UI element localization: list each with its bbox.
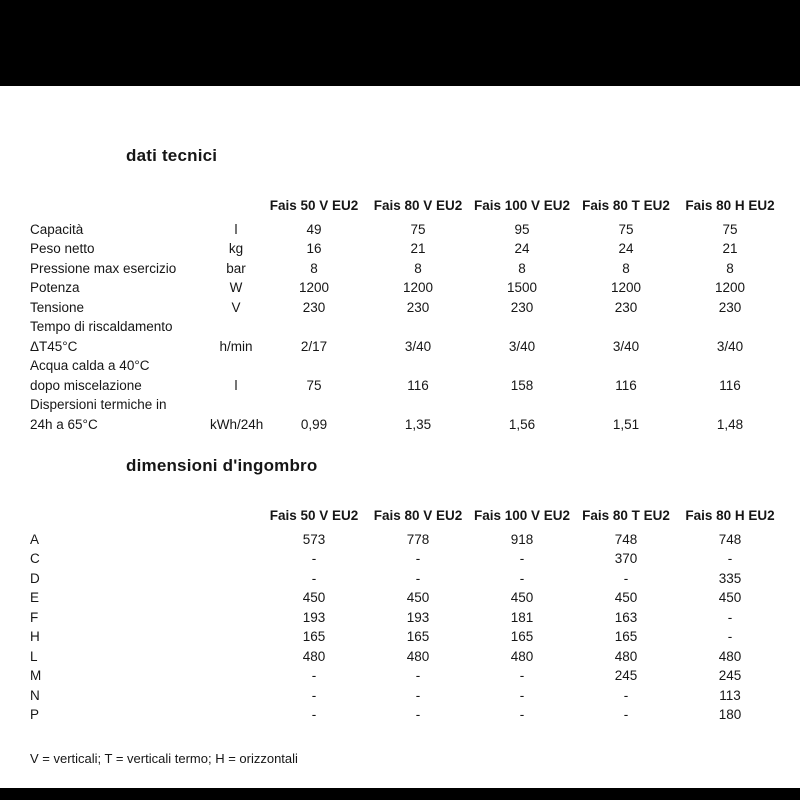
cell-value: 1,35 (404, 416, 432, 432)
cell-value: 1,56 (508, 416, 536, 432)
table-row (30, 220, 782, 240)
cell-value: 230 (510, 299, 534, 315)
cell-value: - (311, 570, 317, 586)
column-header: Fais 80 V EU2 (373, 198, 463, 213)
cell-value: 1200 (714, 280, 746, 295)
row-label (30, 356, 210, 395)
cell-value: - (415, 687, 421, 703)
row-label (30, 278, 210, 298)
cell-value: - (519, 551, 525, 566)
row-label (30, 647, 210, 667)
table-row (30, 666, 782, 686)
cell-value: 165 (510, 629, 534, 644)
row-label-line: C (30, 551, 40, 566)
cell-value: 230 (406, 299, 430, 315)
row-label-line: D (30, 570, 40, 586)
row-label-line: F (30, 609, 39, 625)
row-unit: V (231, 299, 241, 315)
legend-note: V = verticali; T = verticali termo; H = orizzontali (30, 751, 298, 766)
row-label-line: H (30, 629, 40, 644)
row-unit: l (234, 377, 238, 393)
cell-value: 1,51 (612, 416, 640, 432)
row-label (30, 220, 210, 240)
row-label (30, 530, 210, 550)
column-header: Fais 100 V EU2 (473, 508, 571, 523)
cell-value: 75 (410, 221, 426, 237)
table-row (30, 705, 782, 725)
row-unit: kWh/24h (210, 416, 264, 432)
cell-value: 748 (614, 531, 638, 547)
row-unit: l (234, 221, 238, 237)
table-row (30, 530, 782, 550)
cell-value: 8 (518, 260, 526, 276)
cell-value: - (727, 551, 733, 566)
cell-value: 1,48 (716, 416, 744, 432)
cell-value: 450 (718, 590, 742, 605)
column-header: Fais 80 H EU2 (685, 198, 775, 213)
datasheet-page (0, 86, 800, 788)
cell-value: 450 (406, 590, 430, 605)
cell-value: 3/40 (716, 338, 744, 354)
cell-value: 480 (614, 648, 638, 664)
technical-data-table (30, 196, 782, 434)
cell-value: 1200 (610, 280, 642, 295)
cell-value: 165 (406, 629, 430, 644)
row-label (30, 395, 210, 434)
row-unit: bar (226, 260, 246, 276)
cell-value: 1200 (402, 280, 434, 295)
table-row (30, 608, 782, 628)
top-letterbox-bar (0, 0, 800, 86)
cell-value: - (519, 668, 525, 683)
cell-value: 480 (406, 648, 430, 664)
table-row (30, 317, 782, 356)
row-label-line: Dispersioni termiche in (30, 397, 167, 412)
cell-value: 8 (310, 260, 318, 276)
table-row (30, 686, 782, 706)
cell-value: 1200 (298, 280, 330, 295)
row-label (30, 569, 210, 589)
cell-value: 370 (614, 551, 638, 566)
cell-value: 180 (718, 707, 742, 722)
cell-value: - (727, 609, 733, 625)
cell-value: 181 (510, 609, 534, 625)
cell-value: 748 (718, 531, 742, 547)
cell-value: - (415, 668, 421, 683)
cell-value: 75 (722, 221, 738, 237)
cell-value: 95 (514, 221, 530, 237)
cell-value: - (415, 570, 421, 586)
cell-value: 165 (302, 629, 326, 644)
row-label (30, 317, 210, 356)
row-label-line: Pressione max esercizio (30, 260, 177, 276)
cell-value: - (727, 629, 733, 644)
row-label (30, 259, 210, 279)
cell-value: 49 (306, 221, 322, 237)
cell-value: 480 (718, 648, 742, 664)
cell-value: 75 (306, 377, 322, 393)
cell-value: 16 (306, 241, 322, 256)
cell-value: - (519, 570, 525, 586)
row-label-line: M (30, 668, 42, 683)
tech-table-header (30, 196, 782, 216)
cell-value: 3/40 (508, 338, 536, 354)
column-header: Fais 50 V EU2 (269, 508, 359, 523)
cell-value: 24 (514, 241, 530, 256)
cell-value: - (415, 707, 421, 722)
cell-value: 450 (302, 590, 326, 605)
cell-value: - (311, 668, 317, 683)
row-label-line: Potenza (30, 280, 80, 295)
row-unit: h/min (219, 338, 253, 354)
cell-value: 335 (718, 570, 742, 586)
table-row (30, 239, 782, 259)
row-label-line: A (30, 531, 40, 547)
row-label-line: Acqua calda a 40°C (30, 358, 150, 373)
cell-value: 245 (718, 668, 742, 683)
column-header: Fais 80 T EU2 (582, 198, 670, 213)
cell-value: 165 (614, 629, 638, 644)
row-label (30, 588, 210, 608)
cell-value: 193 (406, 609, 430, 625)
column-header: Fais 100 V EU2 (473, 198, 571, 213)
cell-value: 8 (414, 260, 422, 276)
cell-value: 158 (510, 377, 534, 393)
cell-value: - (415, 551, 421, 566)
cell-value: 230 (718, 299, 742, 315)
row-label-line: N (30, 687, 40, 703)
cell-value: 450 (510, 590, 534, 605)
cell-value: 0,99 (300, 416, 328, 432)
cell-value: 480 (302, 648, 326, 664)
cell-value: - (519, 707, 525, 722)
row-label-line: Peso netto (30, 241, 95, 256)
cell-value: 116 (407, 377, 429, 393)
row-label-line: dopo miscelazione (30, 377, 142, 393)
row-label (30, 686, 210, 706)
row-label-line: Capacità (30, 221, 84, 237)
cell-value: 450 (614, 590, 638, 605)
cell-value: - (519, 687, 525, 703)
column-header: Fais 80 T EU2 (582, 508, 670, 523)
row-label (30, 239, 210, 259)
table-row (30, 259, 782, 279)
cell-value: 230 (302, 299, 326, 315)
table-row (30, 298, 782, 318)
row-label-line: L (30, 648, 38, 664)
cell-value: 8 (622, 260, 630, 276)
dimensions-table-header (30, 506, 782, 526)
cell-value: 480 (510, 648, 534, 664)
cell-value: 21 (410, 241, 426, 256)
row-label (30, 666, 210, 686)
column-header: Fais 80 V EU2 (373, 508, 463, 523)
table-row (30, 627, 782, 647)
cell-value: 116 (615, 377, 637, 393)
table-row (30, 356, 782, 395)
cell-value: 3/40 (404, 338, 432, 354)
cell-value: 193 (302, 609, 326, 625)
cell-value: 2/17 (300, 338, 328, 354)
cell-value: 3/40 (612, 338, 640, 354)
cell-value: 918 (510, 531, 534, 547)
row-label-line: E (30, 590, 40, 605)
row-label-line: P (30, 707, 40, 722)
cell-value: 1500 (506, 280, 538, 295)
cell-value: 163 (614, 609, 638, 625)
cell-value: - (623, 570, 629, 586)
row-label (30, 627, 210, 647)
row-label-line: Tensione (30, 299, 85, 315)
row-label (30, 608, 210, 628)
row-label (30, 549, 210, 569)
cell-value: 573 (302, 531, 326, 547)
cell-value: 230 (614, 299, 638, 315)
section-title-dimensioni-ingombro: dimensioni d'ingombro (126, 456, 318, 475)
column-header: Fais 80 H EU2 (685, 508, 775, 523)
cell-value: 24 (618, 241, 634, 256)
cell-value: 245 (614, 668, 638, 683)
row-label (30, 298, 210, 318)
row-label-line: ΔT45°C (30, 338, 78, 354)
row-label-line: Tempo di riscaldamento (30, 319, 173, 334)
row-unit: kg (228, 241, 244, 256)
cell-value: - (623, 687, 629, 703)
cell-value: - (311, 551, 317, 566)
table-row (30, 395, 782, 434)
table-row (30, 588, 782, 608)
bottom-letterbox-bar (0, 788, 800, 800)
column-header: Fais 50 V EU2 (269, 198, 359, 213)
cell-value: 778 (406, 531, 430, 547)
cell-value: 113 (719, 687, 741, 703)
cell-value: 21 (722, 241, 738, 256)
row-label-line: 24h a 65°C (30, 416, 98, 432)
cell-value: 75 (618, 221, 634, 237)
cell-value: - (311, 687, 317, 703)
table-row (30, 569, 782, 589)
cell-value: - (311, 707, 317, 722)
table-row (30, 647, 782, 667)
row-label (30, 705, 210, 725)
table-row (30, 549, 782, 569)
dimensions-table (30, 506, 782, 725)
section-title-dati-tecnici: dati tecnici (126, 146, 218, 165)
cell-value: 8 (726, 260, 734, 276)
row-unit: W (229, 280, 243, 295)
cell-value: 116 (719, 377, 741, 393)
table-row (30, 278, 782, 298)
cell-value: - (623, 707, 629, 722)
